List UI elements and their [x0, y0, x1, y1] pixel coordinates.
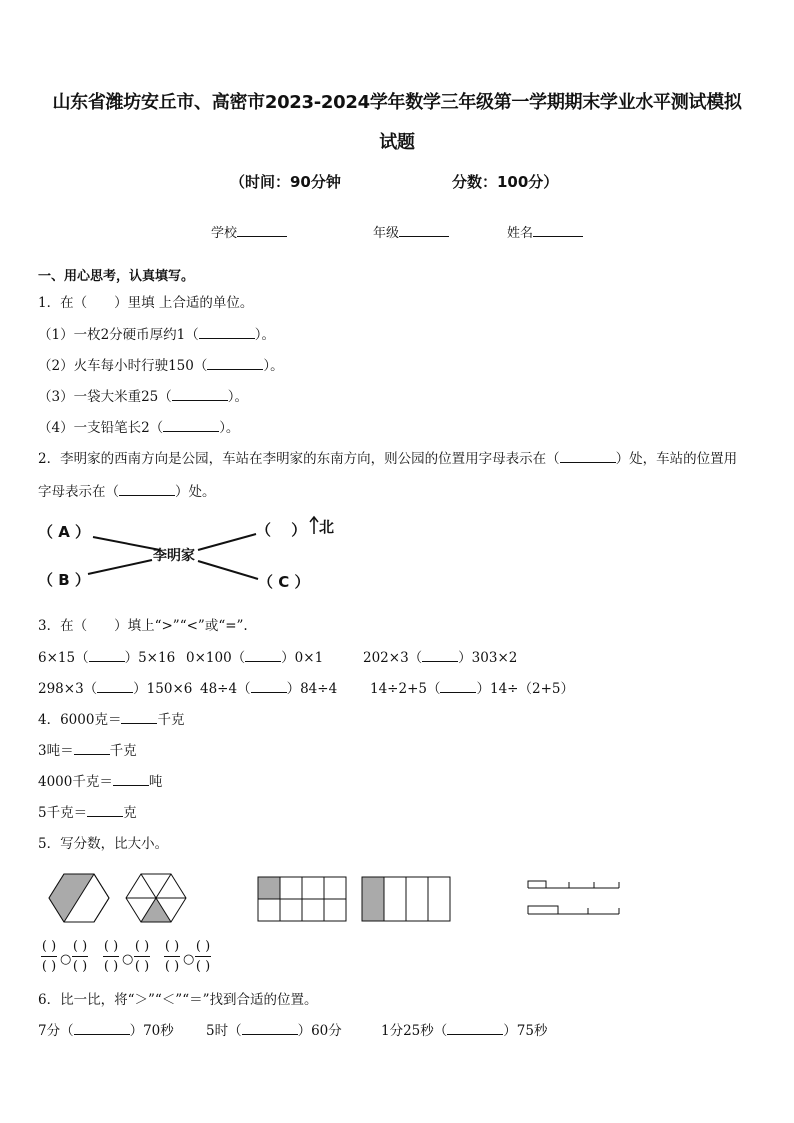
fraction-blank[interactable]: ( ) ( )	[103, 939, 119, 974]
diagram-line-ne	[198, 534, 256, 550]
answer-blank[interactable]	[87, 804, 123, 817]
segment-figure-2	[528, 906, 619, 914]
q2-line2: 字母表示在（ ）处。	[38, 484, 216, 500]
q4-item-4: 5千克＝ 克	[38, 805, 137, 821]
q3-stem: 3．在（ ）填上“>”“<”或“=”.	[38, 618, 248, 634]
fraction-blank[interactable]: ( ) ( )	[41, 939, 57, 974]
q4-item-1: 4．6000克＝ 千克	[38, 712, 185, 728]
answer-blank[interactable]	[113, 773, 149, 786]
answer-blank[interactable]	[121, 711, 157, 724]
q3-cmp-4: 298×3（ ）150×6	[38, 681, 193, 697]
exam-time: （时间：90分钟	[230, 173, 341, 191]
school-label: 学校	[211, 226, 238, 241]
q2-line1: 2．李明家的西南方向是公园，车站在李明家的东南方向，则公园的位置用字母表示在（ ）处，车站的位置用	[38, 451, 738, 467]
q6-stem: 6．比一比，将“＞”“＜”“＝”找到合适的位置。	[38, 992, 318, 1008]
q3-cmp-1: 6×15（ ）5×16	[38, 650, 176, 666]
q4-item-3: 4000千克＝ 吨	[38, 774, 163, 790]
label-blank: （ ）	[256, 521, 307, 539]
compare-circle[interactable]: ○	[60, 952, 72, 967]
fraction-blank[interactable]: ( ) ( )	[195, 939, 211, 974]
q1-item-2: （2）火车每小时行驶150（ ）。	[38, 358, 284, 374]
grade-label: 年级	[373, 226, 400, 241]
diagram-line-c	[198, 561, 258, 579]
q3-cmp-6: 14÷2+5（ ）14÷（2+5）	[370, 681, 574, 697]
fraction-blank[interactable]: ( ) ( )	[164, 939, 180, 974]
answer-blank[interactable]	[97, 680, 133, 693]
fraction-blank[interactable]: ( ) ( )	[134, 939, 150, 974]
q6-cmp-2: 5时（ ）60分	[206, 1023, 342, 1039]
label-center: 李明家	[153, 548, 195, 564]
segment-figure-1	[528, 881, 619, 888]
hexagon-half-figure	[49, 874, 109, 922]
answer-blank[interactable]	[422, 649, 458, 662]
fraction-blank[interactable]: ( ) ( )	[72, 939, 88, 974]
section1-heading: 一、用心思考，认真填写。	[38, 269, 195, 284]
q3-cmp-3: 202×3（ ）303×2	[363, 650, 518, 666]
answer-blank[interactable]	[89, 649, 125, 662]
compare-circle[interactable]: ○	[183, 952, 195, 967]
q5-stem: 5．写分数，比大小。	[38, 836, 169, 852]
answer-blank[interactable]	[440, 680, 476, 693]
answer-blank[interactable]	[447, 1022, 503, 1035]
hexagon-sixths-figure	[126, 874, 186, 922]
answer-blank[interactable]	[245, 649, 281, 662]
answer-blank[interactable]	[251, 680, 287, 693]
answer-blank[interactable]	[74, 1022, 130, 1035]
answer-blank[interactable]	[242, 1022, 298, 1035]
q4-item-2: 3吨＝ 千克	[38, 743, 137, 759]
q1-item-3: （3）一袋大米重25（ ）。	[38, 389, 249, 405]
diagram-line-b	[88, 560, 152, 574]
exam-title-line2: 试题	[379, 132, 415, 153]
exam-score: 分数：100分）	[452, 173, 559, 191]
q3-cmp-2: 0×100（ ）0×1	[186, 650, 324, 666]
q1-stem: 1．在（ ）里填 上合适的单位。	[38, 295, 254, 311]
q6-cmp-3: 1分25秒（ ）75秒	[381, 1023, 548, 1039]
label-north: 北	[319, 518, 335, 536]
name-label: 姓名	[507, 226, 534, 241]
exam-title-line1: 山东省潍坊安丘市、高密市2023-2024学年数学三年级第一学期期末学业水平测试模拟	[52, 92, 742, 113]
grid-quarters-figure	[362, 877, 450, 921]
q1-item-1: （1）一枚2分硬币厚约1（ ）。	[38, 327, 276, 343]
q3-cmp-5: 48÷4（ ）84÷4	[200, 681, 338, 697]
label-c: （ C ）	[258, 573, 310, 591]
label-b: （ B ）	[38, 571, 90, 589]
q1-item-4: （4）一支铅笔长2（ ）。	[38, 420, 240, 436]
label-a: （ A ）	[38, 523, 91, 541]
answer-blank[interactable]	[74, 742, 110, 755]
grid-eighths-figure	[258, 877, 346, 921]
compare-circle[interactable]: ○	[122, 952, 134, 967]
diagram-line-a	[93, 537, 160, 550]
q6-cmp-1: 7分（ ）70秒	[38, 1023, 174, 1039]
